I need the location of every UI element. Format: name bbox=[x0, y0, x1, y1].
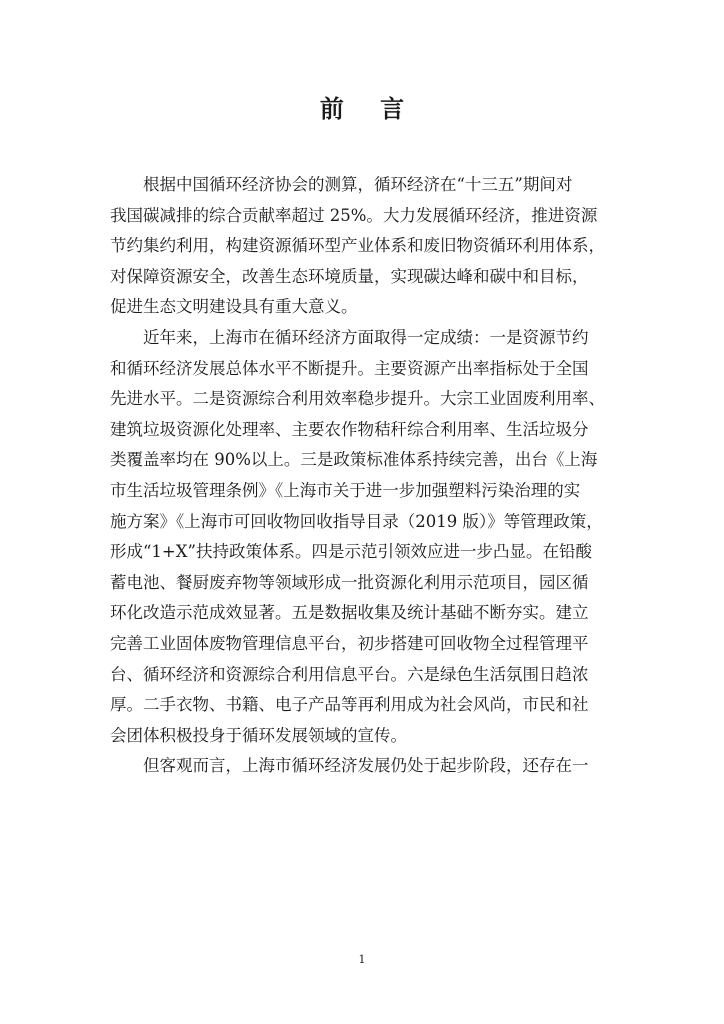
paragraph-1: 根据中国循环经济协会的测算，循环经济在“十三五”期间对 我国碳减排的综合贡献率超过 25%。大力发展循环经济，推进资源 节约集约利用，构建资源循环型产业体系和废旧物资循环利用体系， 对保障资源安全，改善生态环境质量，实现碳达峰和碳中和目标， 促进生态文明建设具有重大意义。 bbox=[110, 175, 605, 317]
body-text bbox=[110, 170, 626, 782]
paragraph-3: 但客观而言，上海市循环经济发展仍处于起步阶段，还存在一 bbox=[143, 756, 589, 776]
page-title: 前 言 bbox=[319, 94, 419, 123]
paragraph-2: 近年来，上海市在循环经济方面取得一定成绩：一是资源节约 和循环经济发展总体水平不断提升。主要资源产出率指标处于全国 先进水平。二是资源综合利用效率稳步提升。大宗工业固废利用率、 建筑垃圾资源化处理率、主要农作物秸秆综合利用率、生活垃圾分 类覆盖率均在 90%以上。三是政策标准体系持续完善，出台《上海 市生活垃圾管理条例》《上海市关于进一步加强塑料污染治理的实 施方案》《上海市可回收物回收指导目录（2019 版）》等管理政策， 形成“1+X”扶持政策体系。四是示范引领效应进一步凸显。在铅酸 蓄电池、餐厨废弃物等领域形成一批资源化利用示范项目，园区循 环化改造示范成效显著。五是数据收集及统计基础不断夯实。建立 完善工业固体废物管理信息平台，初步搭建可回收物全过程管理平 台、循环经济和资源综合利用信息平台。六是绿色生活氛围日趋浓 厚。二手衣物、书籍、电子产品等再利用成为社会风尚，市民和社 会团体积极投身于循环发展领域的宣传。 bbox=[110, 327, 605, 745]
page-number: 1 bbox=[358, 953, 366, 966]
